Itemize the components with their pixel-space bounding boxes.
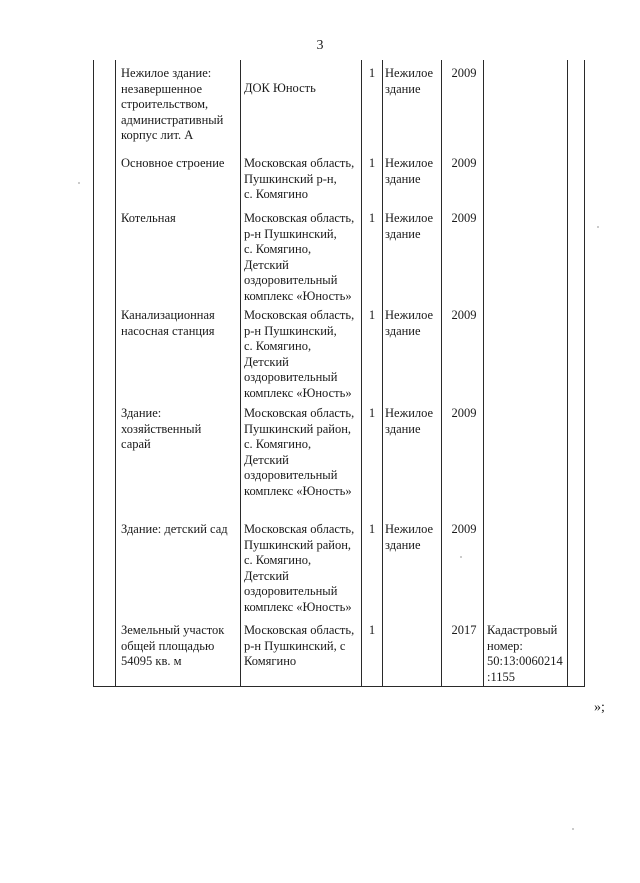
row-7-year: 2017 bbox=[451, 623, 477, 637]
page-number: 3 bbox=[316, 38, 324, 53]
scan-speck bbox=[78, 182, 80, 184]
row-2-address: Московская область, Пушкинский р-н, с. Комягино bbox=[244, 156, 355, 201]
table-border-left bbox=[93, 60, 94, 687]
row-7-name: Земельный участок общей площадью 54095 кв. м bbox=[121, 623, 225, 668]
row-4-qty: 1 bbox=[368, 308, 376, 322]
scan-speck bbox=[597, 226, 599, 228]
row-5-type: Нежилое здание bbox=[385, 406, 434, 436]
row-6-year: 2009 bbox=[451, 522, 477, 536]
row-3-name: Котельная bbox=[121, 211, 176, 225]
row-5-address: Московская область, Пушкинский район, с. Комягино, Детский оздоровительный комплекс «Юность» bbox=[244, 406, 355, 498]
column-divider bbox=[115, 60, 116, 687]
row-1-address: ДОК Юность bbox=[244, 81, 316, 95]
row-4-address: Московская область, р-н Пушкинский, с. Комягино, Детский оздоровительный комплекс «Юность» bbox=[244, 308, 355, 400]
row-7-note: Кадастровый номер: 50:13:0060214 :1155 bbox=[487, 623, 563, 684]
column-divider bbox=[567, 60, 568, 687]
row-5-qty: 1 bbox=[368, 406, 376, 420]
column-divider bbox=[441, 60, 442, 687]
row-3-address: Московская область, р-н Пушкинский, с. Комягино, Детский оздоровительный комплекс «Юность» bbox=[244, 211, 355, 303]
row-6-qty: 1 bbox=[368, 522, 376, 536]
row-2-type: Нежилое здание bbox=[385, 156, 434, 186]
row-3-year: 2009 bbox=[451, 211, 477, 225]
column-divider bbox=[382, 60, 383, 687]
closing-mark: »; bbox=[594, 700, 605, 715]
row-3-qty: 1 bbox=[368, 211, 376, 225]
row-4-year: 2009 bbox=[451, 308, 477, 322]
row-6-type: Нежилое здание bbox=[385, 522, 434, 552]
column-divider bbox=[483, 60, 484, 687]
row-2-qty: 1 bbox=[368, 156, 376, 170]
row-7-address: Московская область, р-н Пушкинский, с Комягино bbox=[244, 623, 355, 668]
row-1-type: Нежилое здание bbox=[385, 66, 434, 96]
row-4-type: Нежилое здание bbox=[385, 308, 434, 338]
row-1-name: Нежилое здание: незавершенное строительством, административный корпус лит. А bbox=[121, 66, 224, 142]
row-3-type: Нежилое здание bbox=[385, 211, 434, 241]
row-5-year: 2009 bbox=[451, 406, 477, 420]
scan-speck bbox=[572, 828, 574, 830]
table-bottom-border bbox=[93, 686, 585, 687]
column-divider bbox=[240, 60, 241, 687]
row-4-name: Канализационная насосная станция bbox=[121, 308, 215, 338]
scan-speck bbox=[460, 556, 462, 558]
row-1-year: 2009 bbox=[451, 66, 477, 80]
row-7-qty: 1 bbox=[368, 623, 376, 637]
row-5-name: Здание: хозяйственный сарай bbox=[121, 406, 202, 451]
row-6-name: Здание: детский сад bbox=[121, 522, 228, 536]
row-1-qty: 1 bbox=[368, 66, 376, 80]
row-6-address: Московская область, Пушкинский район, с. Комягино, Детский оздоровительный комплекс «Юность» bbox=[244, 522, 355, 614]
row-2-year: 2009 bbox=[451, 156, 477, 170]
table-border-right bbox=[584, 60, 585, 687]
row-2-name: Основное строение bbox=[121, 156, 225, 170]
